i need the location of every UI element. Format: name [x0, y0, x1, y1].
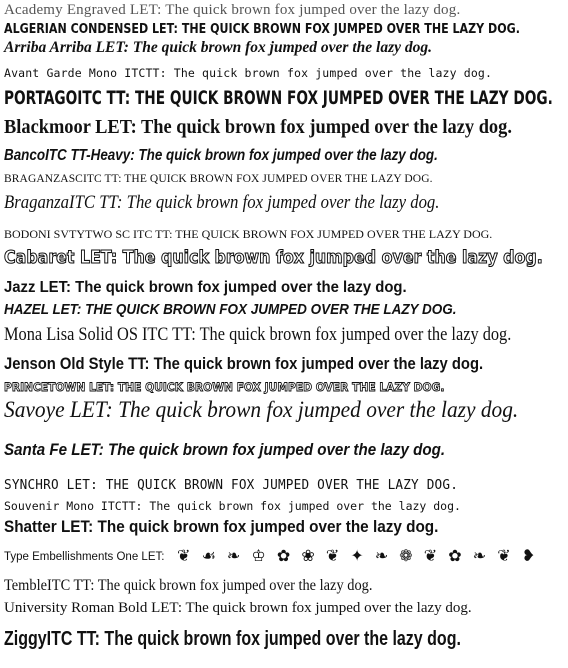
sample-algerian-condensed: ALGERIAN CONDENSED LET: THE QUICK BROWN FOX JUMPED OVER THE LAZY DOG. — [4, 21, 520, 37]
sample-blackmoor: Blackmoor LET: The quick brown fox jumped over the lazy dog. — [4, 116, 512, 138]
sample-shatter: Shatter LET: The quick brown fox jumped over the lazy dog. — [4, 517, 439, 536]
sample-university-roman-bold: University Roman Bold LET: The quick brown fox jumped over the lazy dog. — [4, 600, 472, 616]
sample-academy-engraved: Academy Engraved LET: The quick brown fox jumped over the lazy dog. — [4, 2, 461, 18]
sample-jazz: Jazz LET: The quick brown fox jumped over the lazy dog. — [4, 279, 407, 296]
sample-santa-fe: Santa Fe LET: The quick brown fox jumped over the lazy dog. — [4, 440, 446, 459]
sample-mona-lisa-solid: Mona Lisa Solid OS ITC TT: The quick brown fox jumped over the lazy dog. — [4, 324, 512, 345]
sample-temble: TembleITC TT: The quick brown fox jumped over the lazy dog. — [4, 577, 373, 594]
sample-synchro: SYNCHRO LET: THE QUICK BROWN FOX JUMPED OVER THE LAZY DOG. — [4, 477, 459, 493]
sample-braganza: BraganzaITC TT: The quick brown fox jumped over the lazy dog. — [4, 192, 440, 213]
sample-jenson-old-style: Jenson Old Style TT: The quick brown fox jumped over the lazy dog. — [4, 354, 484, 373]
sample-braganza-sc: BRAGANZASCITC TT: THE QUICK BROWN FOX JUMPED OVER THE LAZY DOG. — [4, 173, 433, 185]
sample-hazel: HAZEL LET: THE QUICK BROWN FOX JUMPED OVER THE LAZY DOG. — [4, 302, 457, 318]
sample-type-embellishments — [4, 548, 564, 566]
sample-cabaret: Cabaret LET: The quick brown fox jumped over the lazy dog. — [4, 247, 543, 268]
sample-arriba-arriba: Arriba Arriba LET: The quick brown fox jumped over the lazy dog. — [4, 39, 432, 56]
sample-princetown: PRINCETOWN LET: THE QUICK BROWN FOX JUMPED OVER THE LAZY DOG. — [4, 380, 445, 394]
sample-banco-heavy: BancoITC TT-Heavy: The quick brown fox jumped over the lazy dog. — [4, 147, 438, 164]
ornament-glyphs: ❦ ☙ ❧ ♔ ✿ ❀ ❦ ✦ ❧ ❁ ❦ ✿ ❧ ❦ ❥ — [177, 546, 539, 565]
sample-souvenir-mono: Souvenir Mono ITCTT: The quick brown fox jumped over the lazy dog. — [4, 499, 461, 513]
sample-savoye: Savoye LET: The quick brown fox jumped over the lazy dog. — [4, 397, 519, 422]
sample-ziggy: ZiggyITC TT: The quick brown fox jumped over the lazy dog. — [4, 628, 461, 650]
sample-avant-garde-mono: Avant Garde Mono ITCTT: The quick brown fox jumped over the lazy dog. — [4, 66, 493, 80]
sample-portago: PORTAGOITC TT: THE QUICK BROWN FOX JUMPED OVER THE LAZY DOG. — [4, 87, 553, 109]
type-embellishments-label: Type Embellishments One LET: — [4, 551, 165, 563]
sample-bodoni-svtytwo-sc: BODONI SVTYTWO SC ITC TT: THE QUICK BROWN FOX JUMPED OVER THE LAZY DOG. — [4, 227, 493, 241]
